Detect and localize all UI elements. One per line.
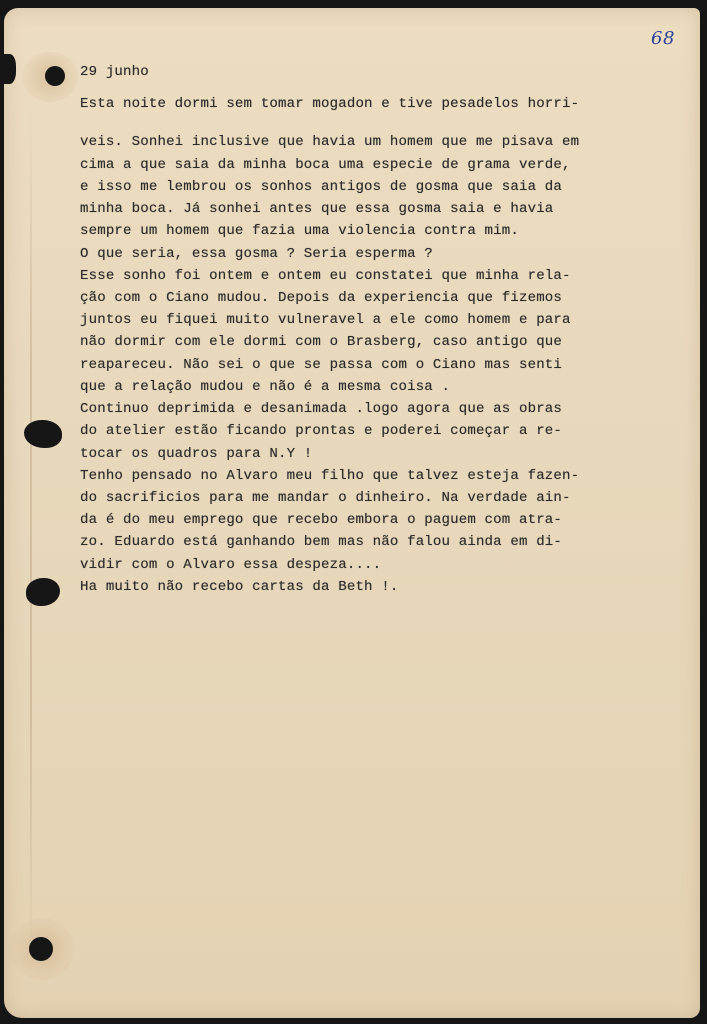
text-line: Esta noite dormi sem tomar mogadon e tive pesadelos horri- [80,96,580,112]
text-line: O que seria, essa gosma ? Seria esperma ? [80,246,433,262]
text-line: vidir com o Alvaro essa despeza.... [80,557,382,573]
text-line: não dormir com ele dormi com o Brasberg, caso antigo que [80,334,563,350]
text-line: do sacrificios para me mandar o dinheiro. Na verdade ain- [80,490,571,506]
punch-hole-top [45,66,65,86]
paper-tear-top [0,54,16,84]
text-line: veis. Sonhei inclusive que havia um homem que me pisava em [80,134,580,150]
text-line: da é do meu emprego que recebo embora o paguem com atra- [80,512,563,528]
text-line: e isso me lembrou os sonhos antigos de gosma que saia da [80,179,563,195]
text-line: Ha muito não recebo cartas da Beth !. [80,579,399,595]
text-line: juntos eu fiquei muito vulneravel a ele como homem e para [80,312,571,328]
page-number: 68 [651,28,675,49]
text-line: cima a que saia da minha boca uma especie de grama verde, [80,157,571,173]
text-line: tocar os quadros para N.Y ! [80,446,313,462]
text-line: ção com o Ciano mudou. Depois da experiencia que fizemos [80,290,563,306]
text-line: sempre um homem que fazia uma violencia contra mim. [80,223,519,239]
text-line: Esse sonho foi ontem e ontem eu constatei que minha rela- [80,268,571,284]
page-fold-crease [30,110,32,970]
text-line: minha boca. Já sonhei antes que essa gosma saia e havia [80,201,554,217]
text-line: que a relação mudou e não é a mesma coisa . [80,379,451,395]
text-line: Continuo deprimida e desanimada .logo agora que as obras [80,401,563,417]
punch-hole-middle [24,420,62,448]
punch-hole-bottom [29,937,53,961]
text-line: zo. Eduardo está ganhando bem mas não falou ainda em di- [80,534,563,550]
text-line: Tenho pensado no Alvaro meu filho que talvez esteja fazen- [80,468,580,484]
entry-date: 29 junho [80,64,149,80]
text-line: reapareceu. Não sei o que se passa com o Ciano mas senti [80,357,563,373]
text-line: do atelier estão ficando prontas e poderei começar a re- [80,423,563,439]
